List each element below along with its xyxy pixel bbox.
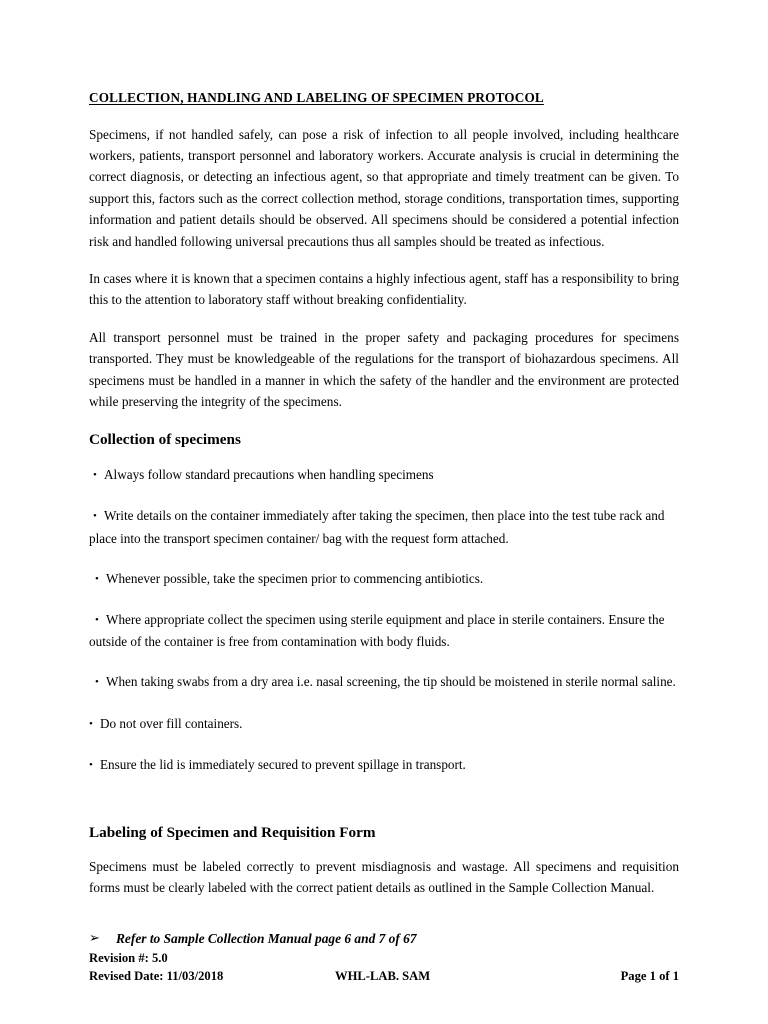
list-item xyxy=(89,754,679,776)
list-item-text: Always follow standard precautions when handling specimens xyxy=(104,467,434,483)
footer-row-top xyxy=(89,950,679,968)
reference-note-text: Refer to Sample Collection Manual page 6 and 7 of 67 xyxy=(116,930,417,946)
bullet-icon: • xyxy=(93,469,97,482)
bullet-icon: • xyxy=(95,676,99,689)
list-item-text: Ensure the lid is immediately secured to prevent spillage in transport. xyxy=(100,756,466,772)
footer-page-number: Page 1 of 1 xyxy=(620,968,679,983)
list-item xyxy=(89,609,679,652)
list-item-text: Do not over fill containers. xyxy=(100,715,243,731)
document-content xyxy=(89,90,679,947)
list-item xyxy=(89,671,679,693)
page-footer xyxy=(89,950,679,985)
bullet-icon: • xyxy=(89,717,93,730)
list-item xyxy=(89,713,679,735)
footer-revised-date: Revised Date: 11/03/2018 xyxy=(89,968,224,983)
footer-revision: Revision #: 5.0 xyxy=(89,951,168,965)
bullet-icon: • xyxy=(95,572,99,585)
list-item xyxy=(89,464,679,486)
list-item xyxy=(89,505,679,548)
section-heading-collection: Collection of specimens xyxy=(89,431,241,449)
intro-paragraph-1: Specimens, if not handled safely, can pose a risk of infection to all people involved, including healthcare workers, patients, transport personnel and laboratory workers. Accurate analysis is crucial in determining the correct diagnosis, or detecting an infectious agent, so that appropriate and timely treatment can be given. To support this, factors such as the correct collection method, storage conditions, transportation times, supporting information and patient details should be observed. All specimens should be considered a potential infection risk and handled following universal precautions thus all samples should be treated as infectious. xyxy=(89,126,679,249)
section-heading-labeling: Labeling of Specimen and Requisition Form xyxy=(89,823,376,841)
list-item xyxy=(89,568,679,590)
collection-bullet-list xyxy=(89,464,679,776)
page-title: COLLECTION, HANDLING AND LABELING OF SPECIMEN PROTOCOL xyxy=(89,90,544,105)
list-item-text: Whenever possible, take the specimen prior to commencing antibiotics. xyxy=(106,570,484,586)
list-item-text: Write details on the container immediately after taking the specimen, then place into the test tube rack and place into the transport specimen container/ bag with the request form attached. xyxy=(89,508,665,546)
footer-department-code: WHL-LAB. SAM xyxy=(335,968,431,983)
list-item-text: Where appropriate collect the specimen using sterile equipment and place in sterile containers. Ensure the outside of the container is free from contamination with body fluids. xyxy=(89,611,665,650)
arrow-bullet-icon: ➢ xyxy=(89,929,100,945)
bullet-icon: • xyxy=(95,613,99,626)
intro-paragraph-3: All transport personnel must be trained in the proper safety and packaging procedures for specimens transported. They must be knowledgeable of the regulations for the transport of biohazardous specimens. All specimens must be handled in a manner in which the safety of the handler and the environment are protected while preserving the integrity of the specimens. xyxy=(89,329,679,409)
bullet-icon: • xyxy=(89,758,93,771)
reference-note xyxy=(89,930,679,947)
list-item-text: When taking swabs from a dry area i.e. nasal screening, the tip should be moistened in sterile normal saline. xyxy=(106,674,676,690)
intro-paragraph-2: In cases where it is known that a specimen contains a highly infectious agent, staff has a responsibility to bring this to the attention to laboratory staff without breaking confidentiality. xyxy=(89,270,679,308)
footer-row-bottom xyxy=(89,968,679,986)
bullet-icon: • xyxy=(93,510,97,523)
labeling-paragraph: Specimens must be labeled correctly to prevent misdiagnosis and wastage. All specimens and requisition forms must be clearly labeled with the correct patient details as outlined in the Sample Collection Manual. xyxy=(89,858,679,896)
